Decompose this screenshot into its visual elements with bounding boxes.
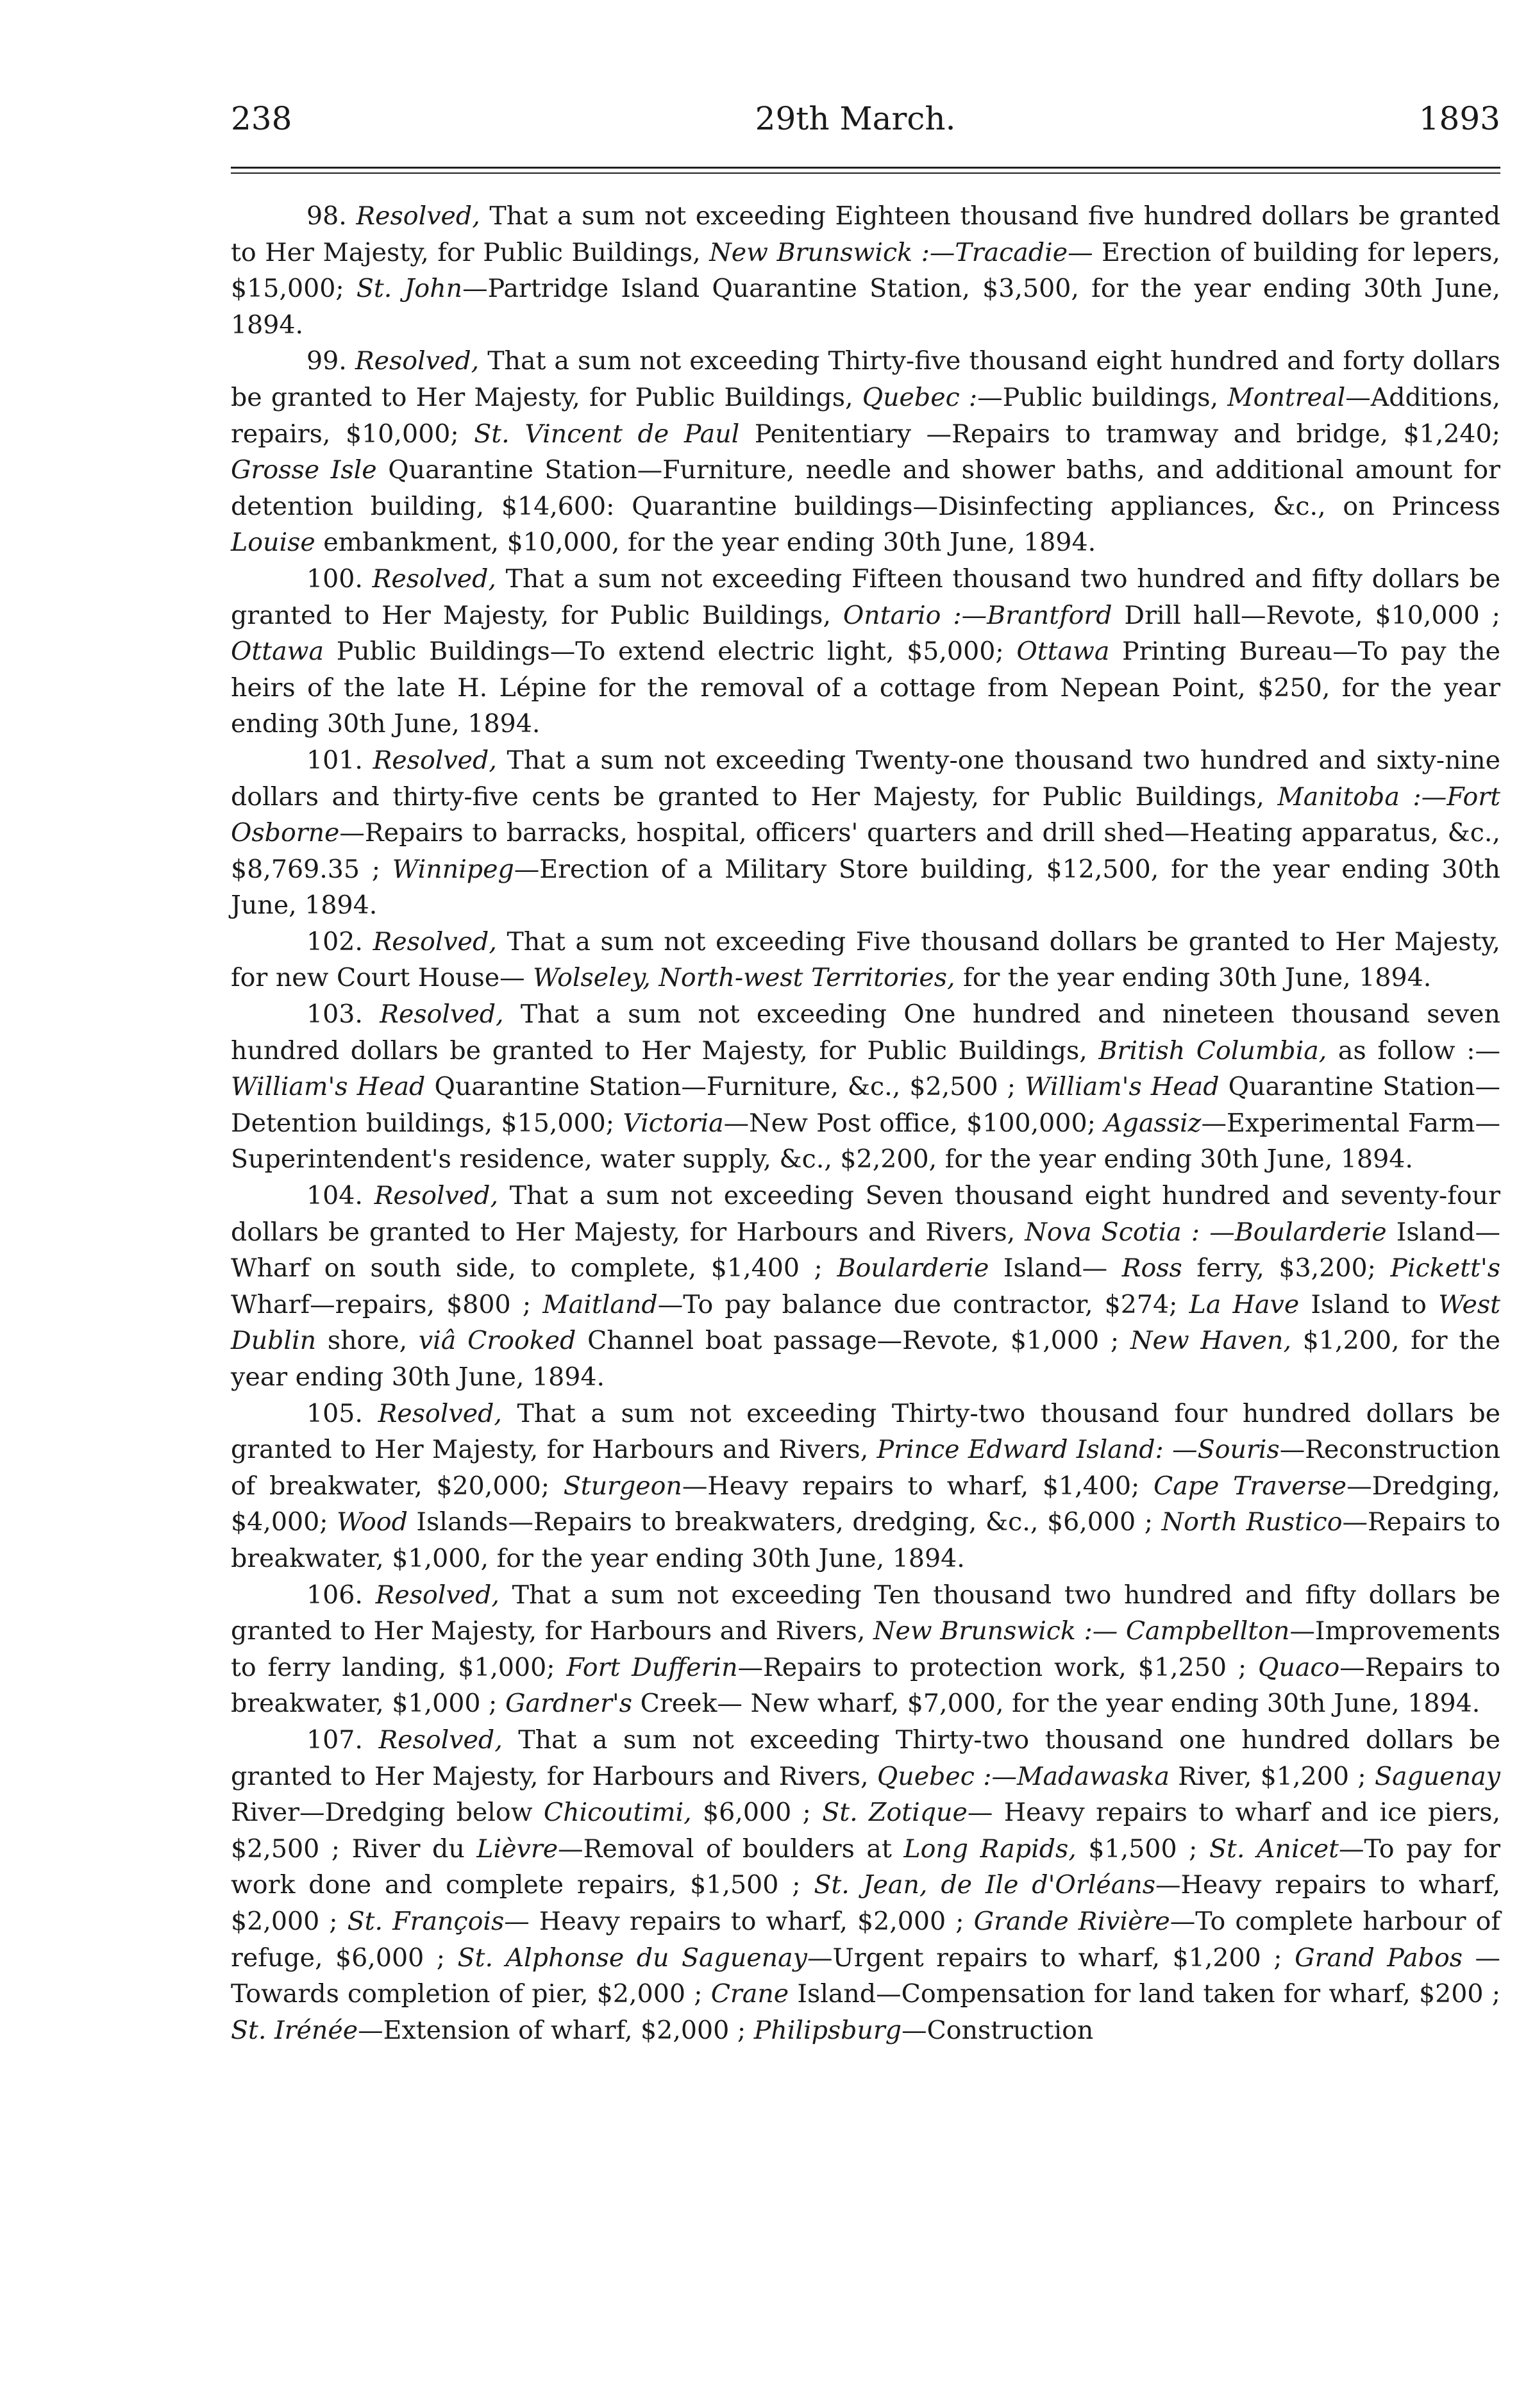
italic-text: Quebec :—Madawaska xyxy=(877,1761,1170,1791)
italic-text: New Brunswick :—Tracadie— xyxy=(709,237,1093,267)
text-segment: —Removal of boulders at xyxy=(558,1834,904,1864)
text-segment: —Experimental Farm—Superintendent's residence, water supply, &c., $2,200, for the year ending 30th June, 1894. xyxy=(231,1108,1500,1175)
italic-text: New Brunswick :— Campbellton xyxy=(873,1616,1290,1646)
italic-text: Long Rapids, xyxy=(903,1834,1077,1864)
italic-text: La Have xyxy=(1189,1289,1300,1319)
resolution-number: 98. xyxy=(306,201,356,231)
text-segment: ferry, $3,200; xyxy=(1182,1253,1391,1283)
text-segment: —Towards completion of pier, $2,000 ; xyxy=(231,1943,1501,2009)
text-segment: —Partridge Island Quarantine Station, $3,500, for the year ending 30th June, 1894. xyxy=(231,274,1500,340)
italic-text: William's Head xyxy=(231,1072,426,1102)
italic-text: Ontario :—Brantford xyxy=(843,600,1112,630)
text-segment: Penitentiary —Repairs to tramway and bridge, $1,240; xyxy=(739,419,1500,449)
text-segment: That a sum not exceeding Seven thousand eight hundred and seventy-four dollars be granted to Her Majesty, for Harbours and Rivers, xyxy=(231,1181,1500,1247)
page-year: 1893 xyxy=(1418,100,1500,137)
italic-text: Sturgeon xyxy=(563,1471,682,1501)
text-segment: Printing Bureau—To pay the heirs of the late H. Lépine for the removal of a cottage from Nepean Point, $250, for the year ending 30th June, 1894. xyxy=(231,637,1500,739)
italic-text: St. Anicet xyxy=(1209,1834,1339,1864)
resolution-number: 104. xyxy=(306,1181,374,1211)
page-number: 238 xyxy=(231,100,292,137)
italic-text: Wood xyxy=(337,1507,408,1537)
text-segment: Creek— New wharf, $7,000, for the year ending 30th June, 1894. xyxy=(632,1689,1480,1719)
text-segment: Public Buildings—To extend electric light, $5,000; xyxy=(324,637,1017,667)
text-segment: River, $1,200 ; xyxy=(1169,1761,1375,1791)
italic-text: Lièvre xyxy=(476,1834,558,1864)
text-segment: River—Dredging below xyxy=(231,1798,544,1828)
text-segment: That a sum not exceeding Five thousand dollars be granted to Her Majesty, for new Court House— xyxy=(231,926,1500,993)
text-segment: Island—Compensation for land taken for wharf, $200 ; xyxy=(789,1979,1500,2009)
resolution-paragraph xyxy=(231,924,1500,996)
italic-text: Resolved, xyxy=(374,1181,499,1211)
text-segment: That a sum not exceeding Thirty-two thousand one hundred dollars be granted to Her Majesty, for Harbours and Rivers, xyxy=(231,1725,1501,1791)
italic-text: Gardner's xyxy=(505,1689,633,1719)
text-segment: Quarantine Station—Detention buildings, $15,000; xyxy=(231,1072,1500,1138)
italic-text: Montreal xyxy=(1227,382,1346,412)
text-segment: That a sum not exceeding Ten thousand two hundred and fifty dollars be granted to Her Majesty, for Harbours and Rivers, xyxy=(231,1580,1500,1646)
resolution-number: 99. xyxy=(306,346,355,376)
italic-text: Resolved, xyxy=(378,1725,503,1755)
italic-text: Boularderie xyxy=(837,1253,989,1283)
italic-text: Quebec : xyxy=(862,382,978,412)
italic-text: Saguenay xyxy=(1374,1761,1500,1791)
italic-text: Victoria xyxy=(623,1108,724,1138)
italic-text: New Haven, xyxy=(1130,1326,1292,1356)
text-segment: —Reconstruction of breakwater, $20,000; xyxy=(231,1435,1500,1501)
text-segment: $1,500 ; xyxy=(1076,1834,1209,1864)
text-segment: Quarantine Station—Furniture, &c., $2,500 ; xyxy=(425,1072,1025,1102)
resolution-paragraph xyxy=(231,1577,1500,1722)
text-segment: —Public buildings, xyxy=(977,382,1228,412)
text-segment: That a sum not exceeding Eighteen thousand five hundred dollars be granted to Her Majesty, for Public Buildings, xyxy=(231,201,1500,267)
resolution-paragraph xyxy=(231,996,1500,1178)
italic-text: Agassiz xyxy=(1104,1108,1202,1138)
italic-text: St. Jean, de Ile d'Orléans xyxy=(814,1870,1155,1900)
text-segment: That a sum not exceeding Twenty-one thousand two hundred and sixty-nine dollars and thirty-five cents be granted to Her Majesty, for Public Buildings, xyxy=(231,745,1500,812)
header-rule-secondary xyxy=(231,172,1500,174)
italic-text: Philipsburg xyxy=(753,2015,902,2045)
text-segment: That a sum not exceeding Thirty-five thousand eight hundred and forty dollars be granted to Her Majesty, for Public Buildings, xyxy=(231,346,1501,412)
italic-text: Quaco xyxy=(1258,1652,1340,1682)
italic-text: Prince Edward Island: —Souris xyxy=(877,1435,1280,1465)
text-segment: shore, xyxy=(316,1326,419,1356)
text-segment: —To pay balance due contractor, $274; xyxy=(657,1289,1189,1319)
resolution-paragraph xyxy=(231,1396,1500,1577)
italic-text: Resolved, xyxy=(355,346,480,376)
text-segment: —Urgent repairs to wharf, $1,200 ; xyxy=(807,1943,1295,1973)
text-segment: —Repairs to protection work, $1,250 ; xyxy=(737,1652,1258,1682)
text-segment: as follow :— xyxy=(1327,1035,1500,1066)
italic-text: Chicoutimi, xyxy=(543,1798,692,1828)
text-segment: — Heavy repairs to wharf and ice piers, $2,500 ; River du xyxy=(231,1798,1501,1864)
italic-text: Resolved, xyxy=(375,1580,499,1610)
italic-text: Nova Scotia : —Boularderie xyxy=(1025,1217,1387,1247)
italic-text: Grosse Isle xyxy=(231,455,377,485)
italic-text: Resolved, xyxy=(373,745,497,775)
italic-text: Ottawa xyxy=(231,637,324,667)
italic-text: St. Irénée xyxy=(231,2015,358,2045)
italic-text: Crane xyxy=(710,1979,789,2009)
italic-text: St. Alphonse du Saguenay xyxy=(457,1943,807,1973)
text-segment: —Dredging, $4,000; xyxy=(231,1471,1500,1537)
text-segment: Island— xyxy=(989,1253,1122,1283)
italic-text: viâ Crooked xyxy=(418,1326,576,1356)
text-segment: —To pay for work done and complete repairs, $1,500 ; xyxy=(231,1834,1501,1900)
italic-text: Grand Pabos xyxy=(1295,1943,1463,1973)
italic-text: Ross xyxy=(1121,1253,1182,1283)
text-segment: —Construction xyxy=(902,2015,1094,2045)
resolution-paragraph xyxy=(231,198,1500,343)
resolution-paragraph xyxy=(231,1722,1500,2048)
italic-text: Pickett's xyxy=(1390,1253,1500,1283)
page-date: 29th March. xyxy=(755,100,956,137)
text-segment: —New Post office, $100,000; xyxy=(723,1108,1105,1138)
italic-text: Resolved, xyxy=(380,999,504,1030)
italic-text: St. Vincent de Paul xyxy=(474,419,740,449)
text-segment: —Repairs to breakwater, $1,000 ; xyxy=(231,1652,1501,1719)
text-segment: Channel boat passage—Revote, $1,000 ; xyxy=(576,1326,1130,1356)
resolution-number: 107. xyxy=(306,1725,379,1755)
italic-text: Maitland xyxy=(542,1289,658,1319)
italic-text: Ottawa xyxy=(1016,637,1110,667)
text-segment: That a sum not exceeding One hundred and nineteen thousand seven hundred dollars be granted to Her Majesty, for Public Buildings, xyxy=(231,999,1500,1066)
text-segment: Erection of building for lepers, $15,000; xyxy=(231,237,1500,304)
resolution-paragraph xyxy=(231,561,1500,742)
resolution-number: 101. xyxy=(306,745,373,775)
italic-text: Louise xyxy=(231,528,315,558)
italic-text: North Rustico xyxy=(1161,1507,1343,1537)
text-segment: —Improvements to ferry landing, $1,000; xyxy=(231,1616,1500,1682)
text-segment: Island to xyxy=(1299,1289,1439,1319)
italic-text: Cape Traverse xyxy=(1153,1471,1347,1501)
resolution-number: 102. xyxy=(306,926,373,957)
resolutions-body xyxy=(231,198,1500,2048)
text-segment: Drill hall—Revote, $10,000 ; xyxy=(1112,600,1500,630)
italic-text: Wolseley, North-west Territories, xyxy=(533,963,955,993)
italic-text: Winnipeg xyxy=(392,854,514,884)
resolution-number: 106. xyxy=(306,1580,376,1610)
italic-text: Resolved, xyxy=(378,1398,502,1428)
text-segment: That a sum not exceeding Thirty-two thousand four hundred dollars be granted to Her Majesty, for Harbours and Rivers, xyxy=(231,1398,1500,1465)
text-segment: —Erection of a Military Store building, $12,500, for the year ending 30th June, 1894. xyxy=(231,854,1500,921)
resolution-number: 105. xyxy=(306,1398,378,1428)
resolution-number: 103. xyxy=(306,999,380,1030)
italic-text: Resolved, xyxy=(372,564,496,594)
text-segment: Wharf—repairs, $800 ; xyxy=(231,1289,543,1319)
italic-text: Resolved, xyxy=(373,926,497,957)
italic-text: Resolved, xyxy=(356,201,480,231)
text-segment: — Heavy repairs to wharf, $2,000 ; xyxy=(504,1906,974,1936)
text-segment: —Repairs to breakwater, $1,000, for the year ending 30th June, 1894. xyxy=(231,1507,1500,1573)
italic-text: Grande Rivière xyxy=(973,1906,1170,1936)
text-segment: —Heavy repairs to wharf, $1,400; xyxy=(682,1471,1153,1501)
text-segment: —Heavy repairs to wharf, $2,000 ; xyxy=(231,1870,1500,1936)
text-segment: —Extension of wharf, $2,000 ; xyxy=(358,2015,754,2045)
header-rule xyxy=(231,167,1500,169)
italic-text: William's Head xyxy=(1025,1072,1220,1102)
resolution-paragraph xyxy=(231,343,1500,561)
text-segment: $1,200, for the year ending 30th June, 1894. xyxy=(231,1326,1500,1392)
text-segment: —Repairs to barracks, hospital, officers' quarters and drill shed—Heating apparatus, &c., $8,769.35 ; xyxy=(231,818,1500,884)
italic-text: St. Zotique xyxy=(822,1798,968,1828)
italic-text: Manitoba :—Fort Osborne xyxy=(231,782,1500,848)
text-segment: That a sum not exceeding Fifteen thousand two hundred and fifty dollars be granted to Her Majesty, for Public Buildings, xyxy=(231,564,1500,630)
document-page xyxy=(231,96,1500,2048)
text-segment: for the year ending 30th June, 1894. xyxy=(955,963,1432,993)
italic-text: St. François xyxy=(347,1906,505,1936)
text-segment: $6,000 ; xyxy=(691,1798,823,1828)
italic-text: British Columbia, xyxy=(1098,1035,1327,1066)
page-header xyxy=(231,96,1500,141)
text-segment: —To complete harbour of refuge, $6,000 ; xyxy=(231,1906,1500,1973)
text-segment: Quarantine Station—Furniture, needle and shower baths, and additional amount for detention building, $14,600: Quarantine buildings—Disinfecting appliances, &c., on Princess xyxy=(231,455,1500,521)
italic-text: West Dublin xyxy=(231,1289,1500,1356)
text-segment: Island—Wharf on south side, to complete, $1,400 ; xyxy=(231,1217,1501,1283)
italic-text: Fort Dufferin xyxy=(566,1652,738,1682)
text-segment: embankment, $10,000, for the year ending 30th June, 1894. xyxy=(315,528,1096,558)
text-segment: Islands—Repairs to breakwaters, dredging, &c., $6,000 ; xyxy=(407,1507,1162,1537)
resolution-number: 100. xyxy=(306,564,373,594)
italic-text: St. John xyxy=(356,274,463,304)
text-segment: —Additions, repairs, $10,000; xyxy=(231,382,1500,449)
resolution-paragraph xyxy=(231,1178,1500,1396)
resolution-paragraph xyxy=(231,742,1500,924)
